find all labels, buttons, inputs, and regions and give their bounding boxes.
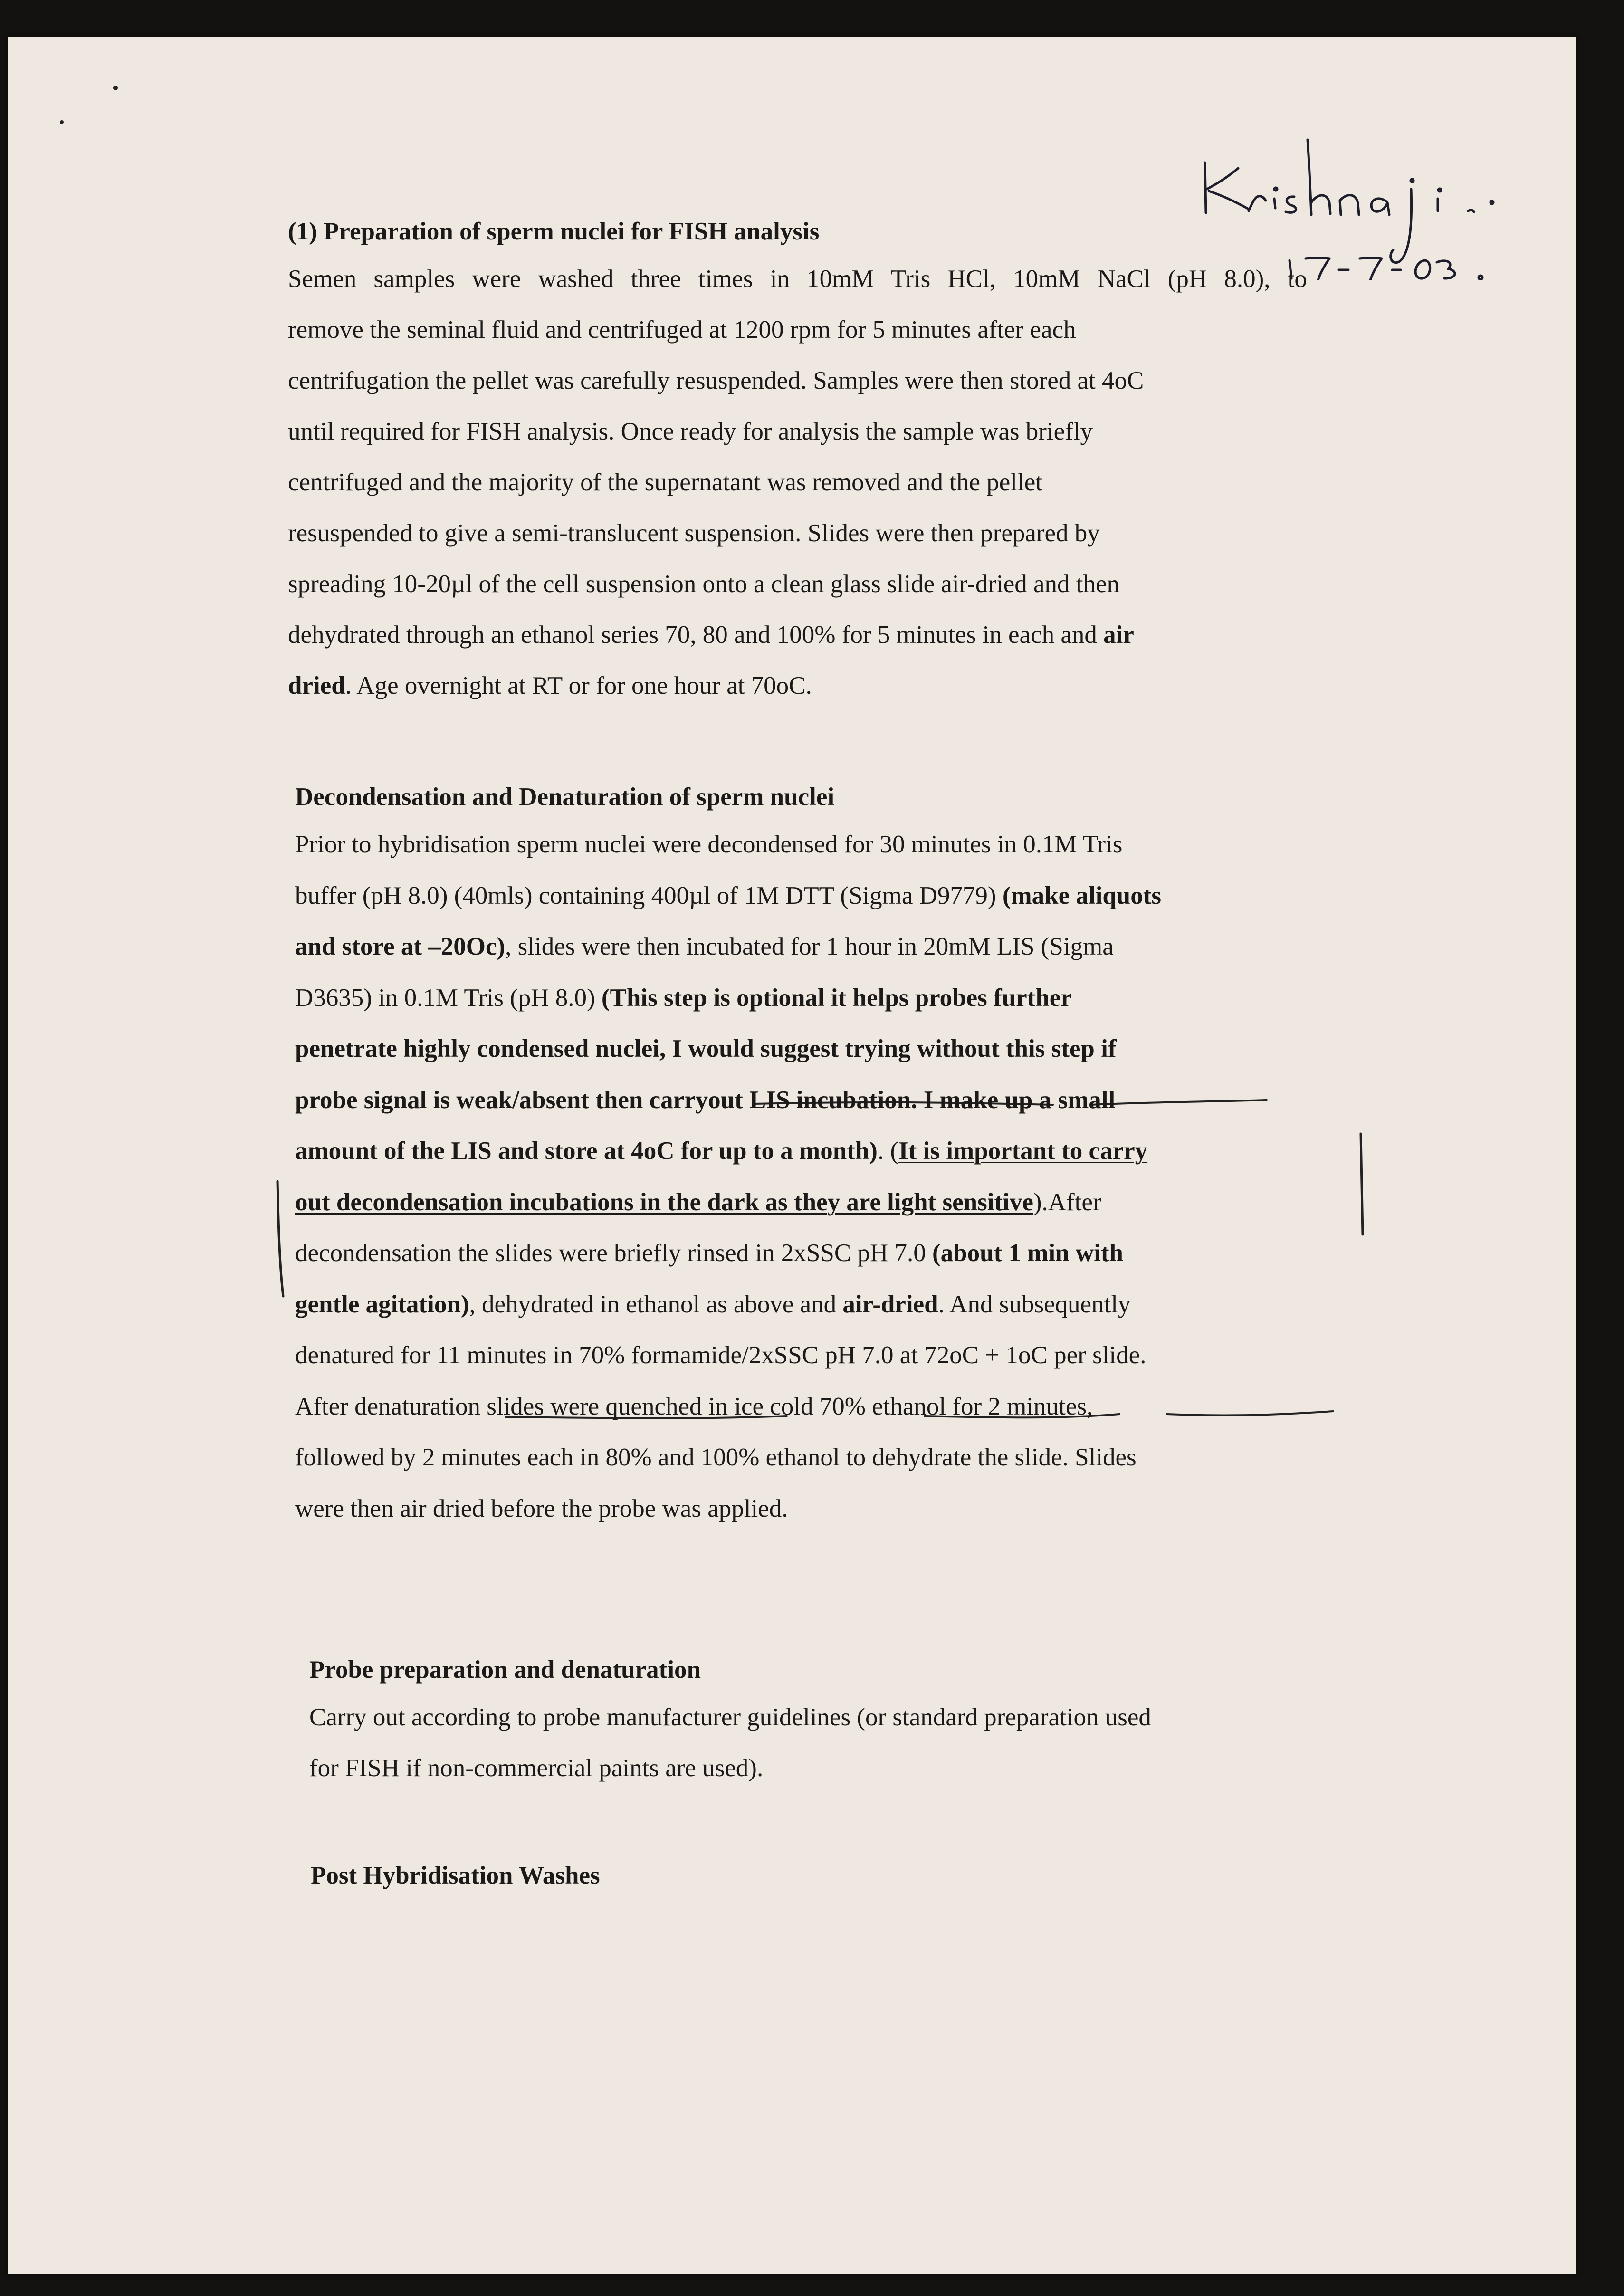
section-heading: Post Hybridisation Washes xyxy=(311,1862,600,1889)
body-line xyxy=(288,521,1100,546)
body-line xyxy=(295,1496,788,1521)
text-run: were then air dried before the probe was applied. xyxy=(295,1494,788,1522)
body-line xyxy=(295,883,1161,909)
paper-page xyxy=(8,37,1576,2274)
section-heading: Decondensation and Denaturation of sperm nuclei xyxy=(295,783,835,811)
ink-speck xyxy=(60,120,64,124)
section-decondensation xyxy=(295,784,1340,1578)
text-run: followed by 2 minutes each in 80% and 100% ethanol to dehydrate the slide. Slides xyxy=(295,1444,1137,1471)
text-run: , slides were then incubated for 1 hour in 20mM LIS (Sigma xyxy=(505,933,1114,960)
section-heading: (1) Preparation of sperm nuclei for FISH analysis xyxy=(288,218,820,245)
text-run: centrifugation the pellet was carefully resuspended. Samples were then stored at 4oC xyxy=(288,367,1144,394)
body-line xyxy=(288,622,1134,648)
text-run: , dehydrated in ethanol as above and xyxy=(469,1290,843,1318)
section-heading: Probe preparation and denaturation xyxy=(309,1656,701,1684)
text-run: resuspended to give a semi-translucent suspension. Slides were then prepared by xyxy=(288,519,1100,547)
text-run: spreading 10-20µl of the cell suspension onto a clean glass slide air-dried and then xyxy=(288,570,1120,598)
text-run: decondensation the slides were briefly rinsed in 2xSSC pH 7.0 xyxy=(295,1239,932,1267)
text-run: (This step is optional it helps probes further xyxy=(601,984,1072,1012)
text-run: penetrate highly condensed nuclei, I would suggest trying without this step if xyxy=(295,1035,1117,1062)
text-run: . ( xyxy=(877,1137,899,1165)
text-run: After denaturation slides were quenched in ice cold 70% ethanol for 2 minutes, xyxy=(295,1392,1093,1420)
body-line xyxy=(295,985,1072,1011)
text-run: D3635) in 0.1M Tris (pH 8.0) xyxy=(295,984,602,1012)
body-line xyxy=(295,1190,1101,1215)
text-run: remove the seminal fluid and centrifuged at 1200 rpm for 5 minutes after each xyxy=(288,316,1076,344)
body-line xyxy=(295,1292,1130,1317)
body-line xyxy=(309,1756,763,1781)
text-run: air xyxy=(1103,621,1134,649)
body-line xyxy=(309,1705,1151,1730)
text-run: Carry out according to probe manufacturer guidelines (or standard preparation used xyxy=(309,1703,1151,1731)
text-run: dried xyxy=(288,672,345,699)
text-run: for FISH if non-commercial paints are used). xyxy=(309,1754,764,1782)
body-line xyxy=(295,934,1114,959)
section-post-hybridisation xyxy=(311,1863,1356,1920)
text-run: until required for FISH analysis. Once ready for analysis the sample was briefly xyxy=(288,418,1093,445)
text-run: amount of the LIS and store at 4oC for up to a month) xyxy=(295,1137,878,1165)
text-run: dehydrated through an ethanol series 70, 80 and 100% for 5 minutes in each and xyxy=(288,621,1104,649)
section-sperm-prep xyxy=(288,219,1333,775)
margin-line-left xyxy=(274,1177,288,1301)
text-run: Semen samples were washed three times in 10mM Tris HCl, 10mM NaCl (pH 8.0), to xyxy=(288,265,1307,293)
body-line xyxy=(288,419,1093,444)
body-line xyxy=(295,1445,1137,1470)
text-run: out decondensation incubations in the dark as they are light sensitive xyxy=(295,1188,1033,1216)
text-run: ).After xyxy=(1033,1188,1101,1216)
text-run: air-dried xyxy=(842,1290,938,1318)
body-line xyxy=(295,1036,1117,1062)
body-line xyxy=(295,832,1122,857)
body-line xyxy=(295,1241,1123,1266)
body-line xyxy=(288,368,1144,393)
text-run: Prior to hybridisation sperm nuclei were decondensed for 30 minutes in 0.1M Tris xyxy=(295,831,1123,858)
body-line xyxy=(295,1088,1115,1113)
text-run: It is important to carry xyxy=(898,1137,1148,1165)
body-line xyxy=(288,673,812,698)
body-line xyxy=(288,470,1042,495)
text-run: (make aliquots xyxy=(1002,881,1162,909)
body-line xyxy=(295,1394,1093,1419)
body-line xyxy=(288,317,1076,343)
text-run: . And subsequently xyxy=(938,1290,1131,1318)
text-run: . Age overnight at RT or for one hour at 70oC. xyxy=(345,672,812,699)
text-run: denatured for 11 minutes in 70% formamide/2xSSC pH 7.0 at 72oC + 1oC per slide. xyxy=(295,1341,1146,1369)
section-probe-prep xyxy=(309,1657,1355,1847)
margin-line-right xyxy=(1357,1130,1366,1239)
text-run: (about 1 min with xyxy=(932,1239,1123,1267)
body-line xyxy=(295,1343,1146,1368)
text-run: probe signal is weak/absent then carryout LIS incubation. I make up a small xyxy=(295,1086,1116,1114)
text-run: gentle agitation) xyxy=(295,1290,469,1318)
body-line xyxy=(288,572,1119,597)
body-line xyxy=(295,1138,1147,1164)
text-run: buffer (pH 8.0) (40mls) containing 400µl of 1M DTT (Sigma D9779) xyxy=(295,881,1003,909)
text-run: and store at –20Oc) xyxy=(295,933,506,960)
ink-speck xyxy=(113,86,118,90)
text-run: centrifuged and the majority of the supernatant was removed and the pellet xyxy=(288,469,1042,496)
body-line xyxy=(288,267,1307,292)
